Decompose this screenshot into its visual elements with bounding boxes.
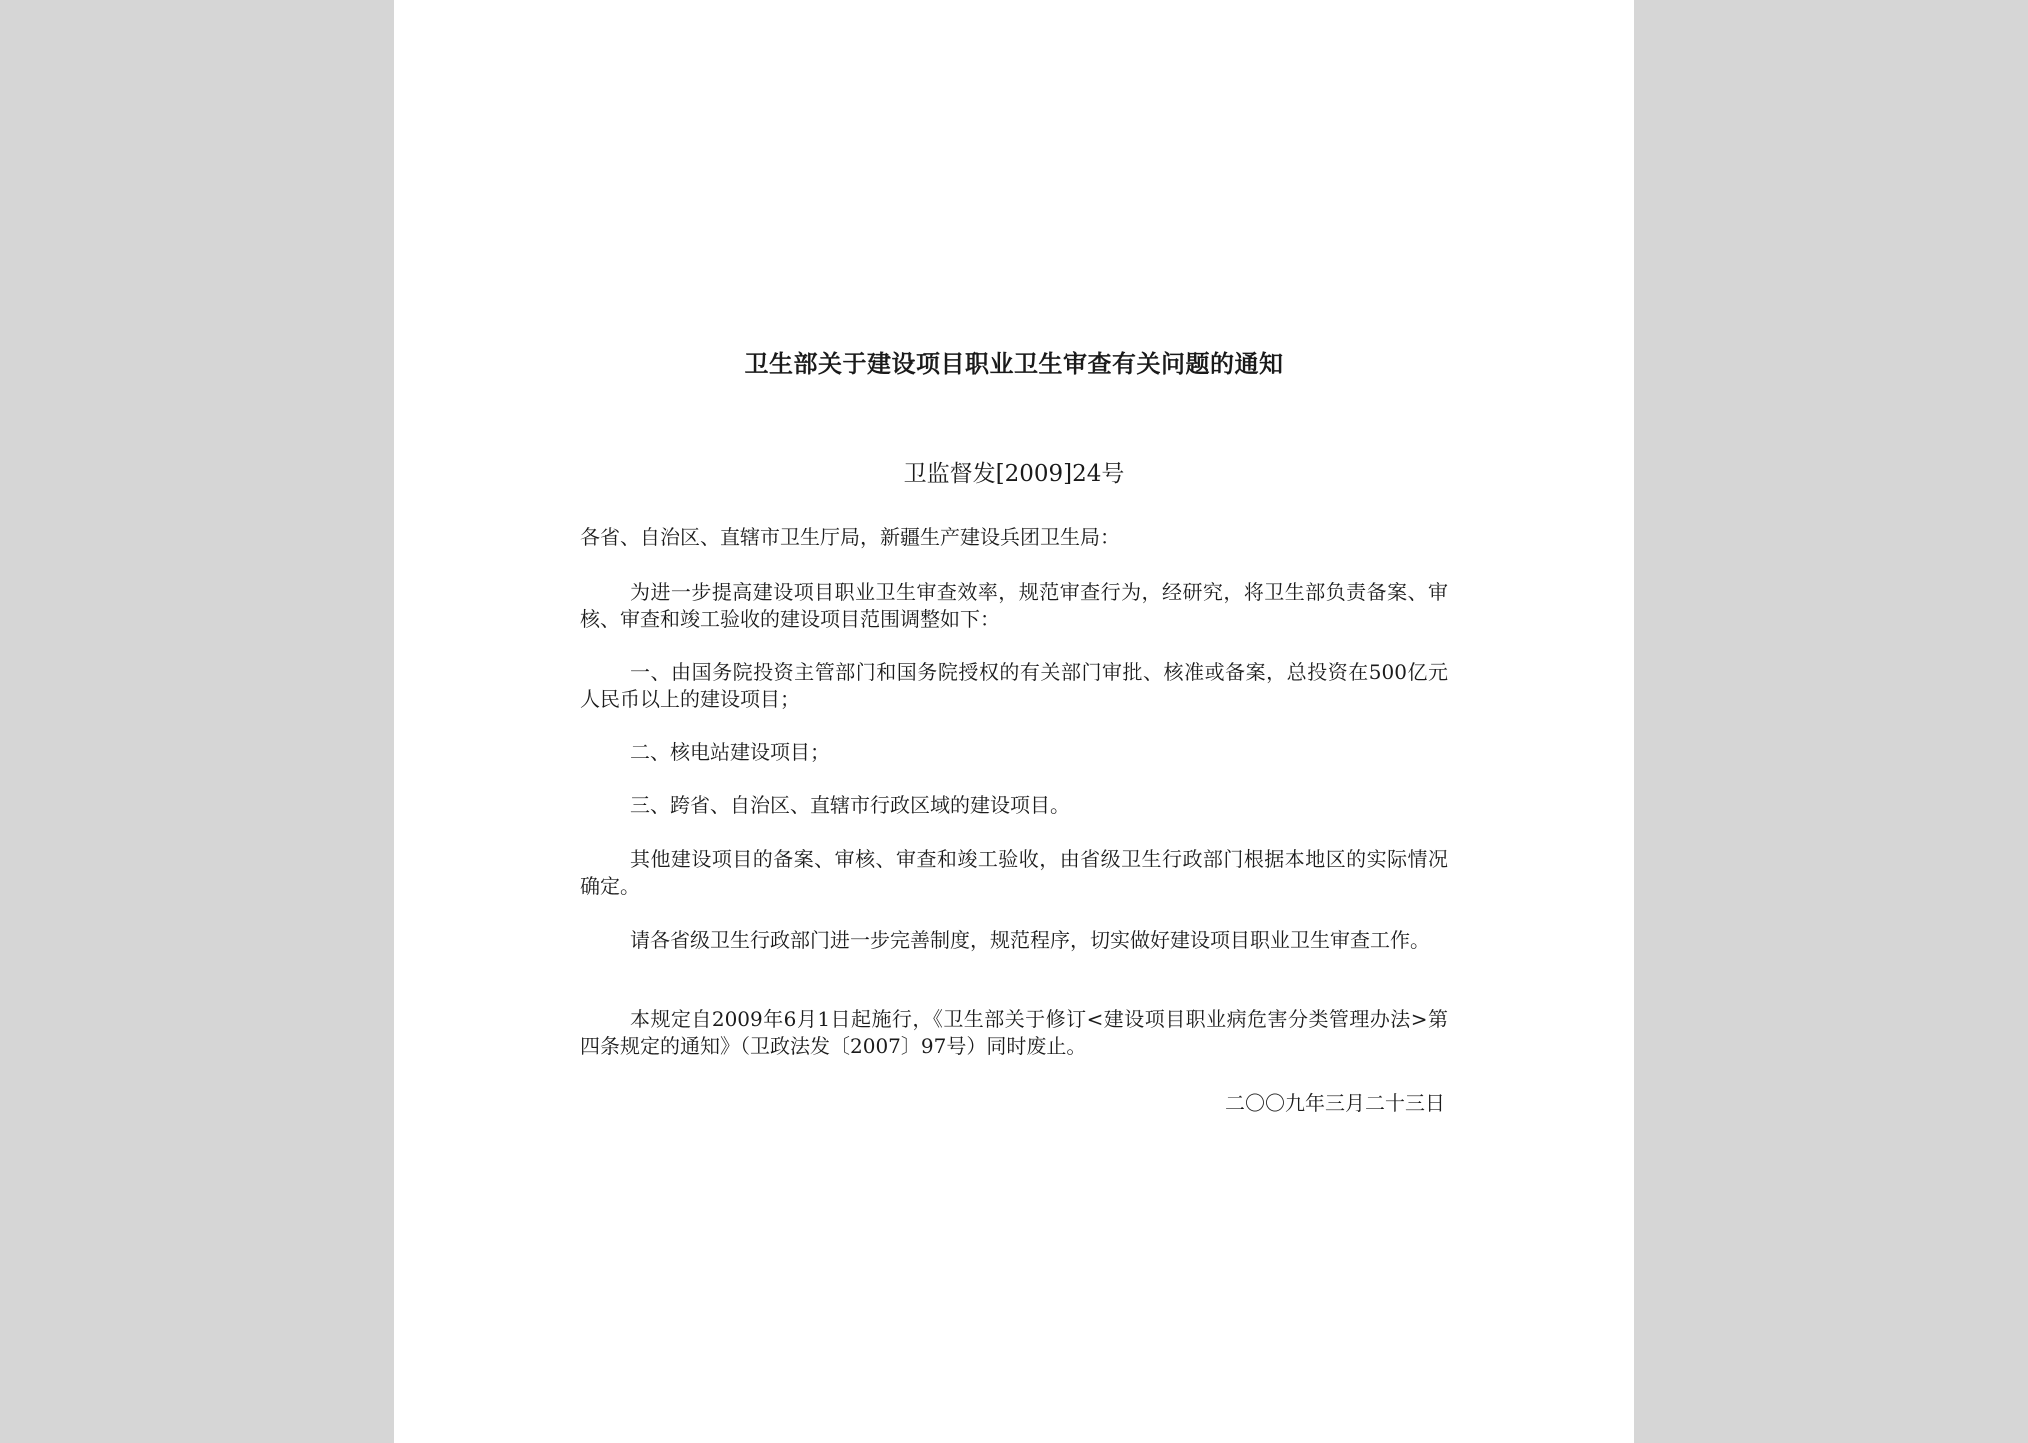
paragraph-1: 为进一步提高建设项目职业卫生审查效率，规范审查行为，经研究，将卫生部负责备案、审核、审查和竣工验收的建设项目范围调整如下：: [580, 580, 1448, 631]
paragraph-2: 一、由国务院投资主管部门和国务院授权的有关部门审批、核准或备案，总投资在500亿元人民币以上的建设项目；: [580, 660, 1448, 711]
paragraph-4: 三、跨省、自治区、直辖市行政区域的建设项目。: [630, 793, 1070, 817]
document-page: [394, 0, 1634, 1443]
paragraph-3: 二、核电站建设项目；: [630, 740, 830, 764]
document-date: 二〇〇九年三月二十三日: [1225, 1091, 1445, 1115]
paragraph-7: 本规定自2009年6月1日起施行，《卫生部关于修订<建设项目职业病危害分类管理办法>第四条规定的通知》（卫政法发〔2007〕97号）同时废止。: [580, 1007, 1448, 1058]
paragraph-6: 请各省级卫生行政部门进一步完善制度，规范程序，切实做好建设项目职业卫生审查工作。: [630, 928, 1430, 952]
paragraph-5: 其他建设项目的备案、审核、审查和竣工验收，由省级卫生行政部门根据本地区的实际情况确定。: [580, 847, 1448, 898]
salutation: 各省、自治区、直辖市卫生厅局，新疆生产建设兵团卫生局：: [580, 525, 1120, 549]
document-title: 卫生部关于建设项目职业卫生审查有关问题的通知: [744, 349, 1284, 378]
document-number: 卫监督发[2009]24号: [903, 461, 1125, 487]
